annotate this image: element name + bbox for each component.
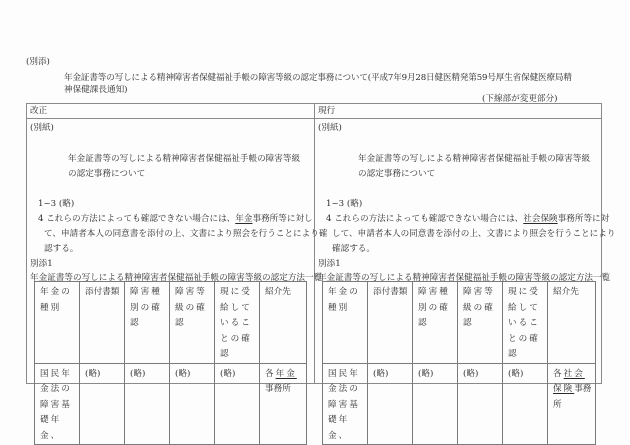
cell-referral: 各社会保険事務所: [548, 363, 596, 445]
current-doc-title-line1: 年金証書等の写しによる精神障害者保健福祉手帳の障害等級: [358, 154, 591, 164]
cell-referral: 各年金事務所: [260, 363, 307, 445]
table-header-row: [35, 282, 307, 364]
revised-annex-title: 年金証書等の写しによる精神障害者保健福祉手帳の障害等級の認定方法一覧: [30, 273, 323, 283]
revised-item4-line3: 認する。: [44, 244, 79, 254]
table-row: [35, 363, 307, 445]
current-annex-title: 年金証書等の写しによる精神障害者保健福祉手帳の障害等級の認定方法一覧: [318, 273, 611, 283]
cell-documents: (略): [80, 363, 125, 445]
current-column: [315, 104, 616, 441]
header-grade: 障害等級の確認: [458, 282, 503, 364]
current-annex-label: 別添1: [318, 259, 341, 269]
cell-disability-type: (略): [413, 363, 458, 445]
table-row: [323, 363, 596, 445]
table-header-row: [323, 282, 596, 364]
header-documents: 添付書類: [368, 282, 413, 364]
attachment-label: (別添): [26, 57, 50, 67]
changed-text: 社会保険: [553, 368, 585, 394]
revised-item4-line2: て、申請者本人の同意書を添付の上、文書により照会を行うことにより確: [44, 229, 328, 239]
current-items-1-3: 1~3 (略): [326, 199, 363, 209]
revised-doc-title-line1: 年金証書等の写しによる精神障害者保健福祉手帳の障害等級: [68, 154, 301, 164]
current-sheet-label: (別紙): [318, 123, 342, 133]
revised-method-table: [34, 281, 307, 445]
change-note: (下線部が変更部分): [482, 94, 558, 104]
changed-text: 年金: [235, 214, 253, 224]
cell-documents: (略): [368, 363, 413, 445]
revised-item4-line1: 4 これらの方法によっても確認できない場合には、年金事務所等に対し: [38, 214, 313, 224]
cell-disability-type: (略): [125, 363, 170, 445]
revised-column-label: 改正: [30, 106, 48, 116]
current-method-table: [322, 281, 596, 445]
header-disability-type: 障害種別の確認: [413, 282, 458, 364]
cell-grade: (略): [170, 363, 215, 445]
changed-text: 社会保険: [523, 214, 558, 224]
revised-annex-label: 別添1: [30, 259, 53, 269]
header-referral: 紹介先: [260, 282, 307, 364]
cell-pension-type: 国民年金法の障害基礎年金、: [323, 363, 368, 445]
notice-title-line1: 年金証書等の写しによる精神障害者保健福祉手帳の障害等級の認定事務について(平成7年9月28日健医精発第59号厚生省保健医療局精: [64, 73, 572, 83]
header-referral: 紹介先: [548, 282, 596, 364]
cell-receipt: (略): [215, 363, 260, 445]
current-item4-line1: 4 これらの方法によっても確認できない場合には、社会保険事務所等に対: [326, 214, 610, 224]
current-doc-title-line2: の認定事務について: [358, 169, 436, 179]
current-column-label: 現行: [318, 106, 336, 116]
cell-grade: (略): [458, 363, 503, 445]
comparison-table: [26, 103, 616, 441]
changed-text: 年金: [275, 368, 297, 379]
header-pension-type: 年金の種別: [35, 282, 80, 364]
cell-receipt: (略): [503, 363, 548, 445]
header-grade: 障害等級の確認: [170, 282, 215, 364]
revised-items-1-3: 1~3 (略): [38, 199, 75, 209]
cell-pension-type: 国民年金法の障害基礎年金、: [35, 363, 80, 445]
current-item4-line2: して、申請者本人の同意書を添付の上、文書により照会を行うことにより: [332, 229, 616, 239]
header-disability-type: 障害種別の確認: [125, 282, 170, 364]
header-receipt: 現に受給していることの確認: [503, 282, 548, 364]
header-receipt: 現に受給していることの確認: [215, 282, 260, 364]
revised-sheet-label: (別紙): [30, 123, 54, 133]
header-documents: 添付書類: [80, 282, 125, 364]
current-item4-line3: 確認する。: [332, 244, 375, 254]
notice-title-line2: 神保健課長通知): [64, 85, 128, 95]
header-pension-type: 年金の種別: [323, 282, 368, 364]
revised-doc-title-line2: の認定事務について: [68, 169, 146, 179]
